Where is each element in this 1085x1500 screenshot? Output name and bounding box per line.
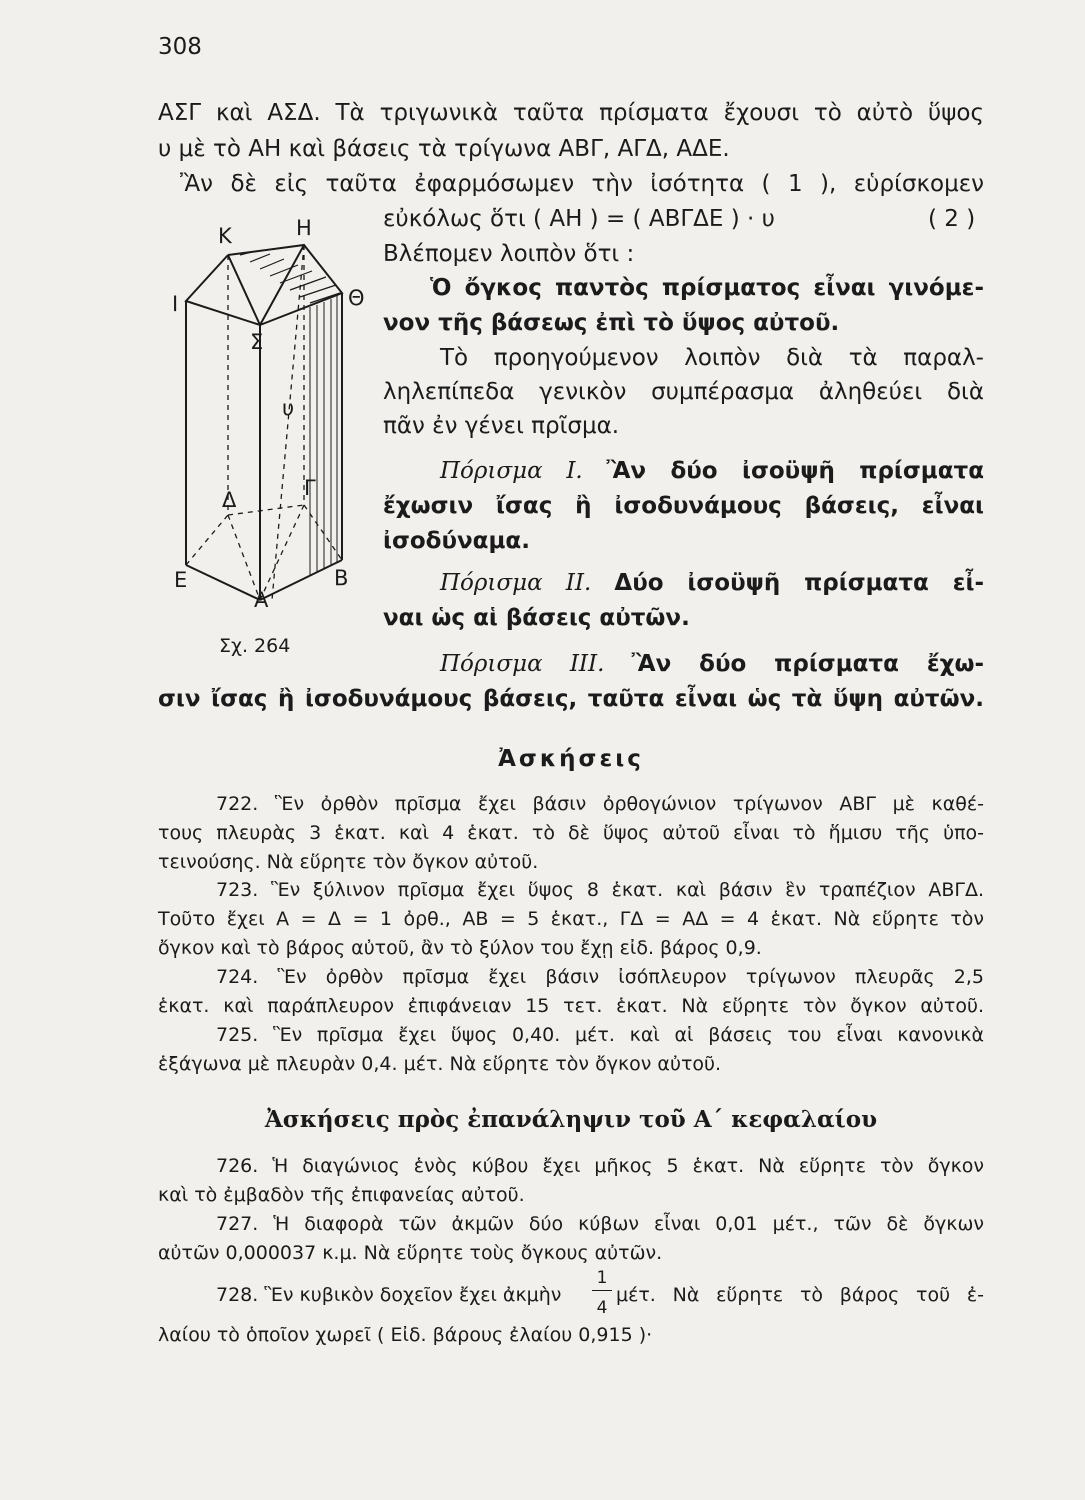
exercise-726-line-1 (216, 1157, 984, 1176)
exercise-725-number: 725. (216, 1024, 259, 1046)
porism-1-text: Ἂν δύο ἰσοϋψῆ πρίσματα (606, 458, 984, 484)
prism-figure (160, 215, 370, 665)
porism-2-text: Δύο ἰσοϋψῆ πρίσματα εἶ- (614, 570, 984, 596)
exercise-722-line-2: τους πλευρὰς 3 ἑκατ. καὶ 4 ἑκατ. τὸ δὲ ὕψος αὐτοῦ εἶναι τὸ ἥμισυ τῆς ὑπο- (158, 822, 984, 844)
porism-2-label: Πόρισμα II. (440, 570, 592, 596)
exercise-725-text-1: Ἓν πρῖσμα ἔχει ὕψος 0,40. μέτ. καὶ αἱ βάσεις του εἶναι κανονικὰ (273, 1024, 984, 1046)
fraction-numerator: 1 (596, 1268, 608, 1288)
porism-1-line-3: ἰσοδύναμα. (383, 528, 530, 554)
figure-label-delta: Δ (222, 488, 237, 512)
exercise-728-line-2: λαίου τὸ ὁποῖον χωρεῖ ( Εἰδ. βάρους ἐλαίου 0,915 )· (158, 1324, 653, 1346)
exercise-727-line-2: αὐτῶν 0,000037 κ.μ. Νὰ εὕρητε τοὺς ὄγκους αὐτῶν. (158, 1242, 663, 1264)
exercise-722-line-1 (216, 795, 984, 814)
theorem-line-2: νον τῆς βάσεως ἐπὶ τὸ ὕψος αὐτοῦ. (383, 310, 840, 336)
figure-label-i: Ι (172, 292, 179, 316)
exercise-724-number: 724. (216, 966, 259, 988)
exercise-727-number: 727. (216, 1213, 259, 1235)
remark-line-1: Τὸ προηγούμενον λοιπὸν διὰ τὰ παραλ- (440, 345, 984, 371)
porism-1-line-1 (440, 460, 984, 483)
theorem-line-1: Ὁ ὄγκος παντὸς πρίσματος εἶναι γινόμε- (430, 275, 984, 301)
fraction-denominator: 4 (596, 1298, 608, 1318)
intro-line-4: εὐκόλως ὅτι ( ΑΗ ) = ( ΑΒΓΔΕ ) · υ (383, 206, 775, 232)
exercise-723-line-1 (216, 881, 984, 900)
exercise-723-number: 723. (216, 879, 259, 901)
porism-3-label: Πόρισμα III. (440, 651, 605, 677)
remark-line-3: πᾶν ἐν γένει πρῖσμα. (383, 413, 620, 439)
equation-number: ( 2 ) (928, 206, 976, 232)
figure-label-a: Α (254, 588, 269, 612)
exercise-723-line-3: ὄγκον καὶ τὸ βάρος αὐτοῦ, ἂν τὸ ξύλον του ἔχῃ εἰδ. βάρος 0,9. (158, 937, 762, 959)
figure-caption: Σχ. 264 (219, 635, 291, 657)
exercise-723-line-2: Τοῦτο ἔχει Α = Δ = 1 ὀρθ., ΑΒ = 5 ἑκατ., ΓΔ = ΑΔ = 4 ἑκατ. Νὰ εὕρητε τὸν (158, 908, 984, 930)
exercise-728-line-1-pre (216, 1286, 561, 1305)
review-heading: Ἀσκήσεις πρὸς ἐπανάληψιν τοῦ Α΄ κεφαλαίου (264, 1106, 878, 1133)
figure-label-sigma: Σ (250, 330, 264, 354)
figure-label-gamma: Γ (304, 476, 316, 500)
exercise-722-number: 722. (216, 793, 259, 815)
exercise-725-line-1 (216, 1026, 984, 1045)
exercise-724-line-1 (216, 968, 984, 987)
intro-line-2: υ μὲ τὸ ΑΗ καὶ βάσεις τὰ τρίγωνα ΑΒΓ, ΑΓΔ, ΑΔΕ. (158, 136, 730, 162)
exercise-724-text-1: Ἓν ὀρθὸν πρῖσμα ἔχει βάσιν ἰσόπλευρον τρίγωνον πλευρᾶς 2,5 (277, 966, 985, 988)
remark-line-2: ληλεπίπεδα γενικὸν συμπέρασμα ἀληθεύει διὰ (383, 379, 984, 405)
exercise-727-line-1 (216, 1215, 984, 1234)
exercise-728-number: 728. (216, 1284, 259, 1306)
exercise-728-text-pre: Ἓν κυβικὸν δοχεῖον ἔχει ἀκμὴν (264, 1284, 562, 1306)
figure-label-upsilon: υ (282, 396, 295, 420)
figure-label-k: Κ (218, 224, 232, 248)
exercises-heading: Ἀσκήσεις (498, 746, 644, 772)
intro-line-1: ΑΣΓ καὶ ΑΣΔ. Τὰ τριγωνικὰ ταῦτα πρίσματα ἔχουσι τὸ αὐτὸ ὕψος (158, 100, 984, 126)
intro-line-3: Ἂν δὲ εἰς ταῦτα ἐφαρμόσωμεν τὴν ἰσότητα ( 1 ), εὑρίσκομεν (180, 171, 984, 197)
exercise-724-line-2: ἑκατ. καὶ παράπλευρον ἐπιφάνειαν 15 τετ. ἑκατ. Νὰ εὕρητε τὸν ὄγκον αὐτοῦ. (158, 995, 984, 1017)
porism-3-line-2: σιν ἴσας ἢ ἰσοδυνάμους βάσεις, ταῦτα εἶναι ὡς τὰ ὕψη αὐτῶν. (158, 686, 984, 712)
exercise-727-text-1: Ἡ διαφορὰ τῶν ἀκμῶν δύο κύβων εἶναι 0,01 μέτ., τῶν δὲ ὄγκων (273, 1213, 985, 1235)
exercise-725-line-2: ἑξάγωνα μὲ πλευρὰν 0,4. μέτ. Νὰ εὕρητε τὸν ὄγκον αὐτοῦ. (158, 1053, 722, 1075)
figure-label-b: Β (334, 566, 349, 590)
intro-line-5: Βλέπομεν λοιπὸν ὅτι : (383, 241, 635, 267)
porism-3-text: Ἂν δύο πρίσματα ἔχω- (631, 651, 984, 677)
porism-2-line-1 (440, 572, 984, 595)
figure-label-theta: Θ (348, 286, 365, 310)
fraction-bar (592, 1290, 612, 1291)
exercise-726-text-1: Ἡ διαγώνιος ἑνὸς κύβου ἔχει μῆκος 5 ἑκατ. Νὰ εὕρητε τὸν ὄγκον (272, 1155, 984, 1177)
porism-1-label: Πόρισμα I. (440, 458, 583, 484)
page-number: 308 (158, 34, 202, 60)
exercise-723-text-1: Ἓν ξύλινον πρῖσμα ἔχει ὕψος 8 ἑκατ. καὶ βάσιν ἓν τραπέζιον ΑΒΓΔ. (271, 879, 984, 901)
figure-label-h: Η (296, 216, 312, 240)
figure-label-e: Ε (174, 568, 188, 592)
exercise-722-text-1: Ἓν ὀρθὸν πρῖσμα ἔχει βάσιν ὀρθογώνιον τρίγωνον ΑΒΓ μὲ καθέ- (274, 793, 984, 815)
exercise-728-text-post: μέτ. Νὰ εὕρητε τὸ βάρος τοῦ ἐ- (616, 1284, 984, 1306)
exercise-722-line-3: τεινούσης. Νὰ εὕρητε τὸν ὄγκον αὐτοῦ. (158, 851, 539, 873)
porism-2-line-2: ναι ὡς αἱ βάσεις αὐτῶν. (383, 605, 690, 631)
exercise-726-number: 726. (216, 1155, 259, 1177)
exercise-726-line-2: καὶ τὸ ἐμβαδὸν τῆς ἐπιφανείας αὐτοῦ. (158, 1184, 525, 1206)
porism-1-line-2: ἔχωσιν ἴσας ἢ ἰσοδυνάμους βάσεις, εἶναι (383, 493, 984, 519)
porism-3-line-1 (440, 653, 984, 676)
